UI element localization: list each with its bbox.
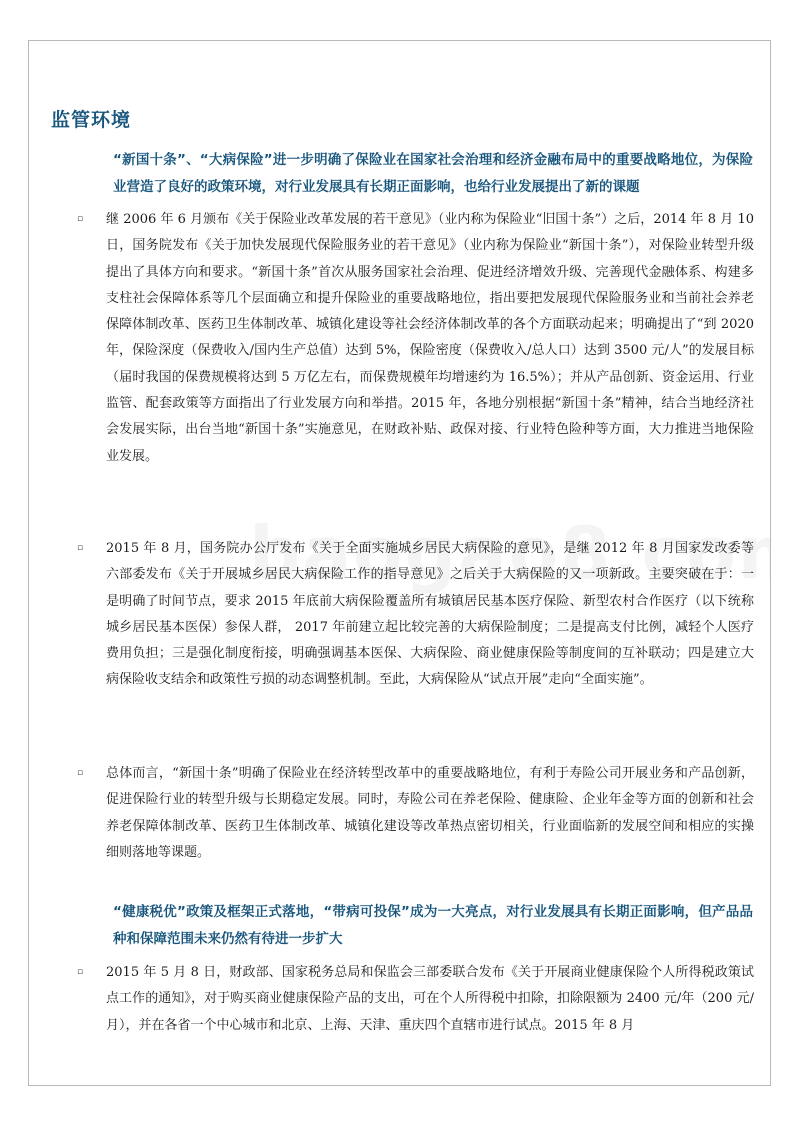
bullet-icon: ▫ [77, 543, 84, 553]
page-frame [28, 40, 771, 1086]
lead-paragraph-2: “健康税优”政策及框架正式落地，“带病可投保”成为一大亮点，对行业发展具有长期正面影响，但产品品种和保障范围未来仍然有待进一步扩大 [113, 904, 753, 947]
bullet-icon: ▫ [77, 768, 84, 778]
paragraph-critical-illness-insurance: 2015 年 8 月，国务院办公厅发布《关于全面实施城乡居民大病保险的意见》，是继 2012 年 8 月国家发改委等六部委发布《关于开展城乡居民大病保险工作的指导意见》之后关于大病保险的又一项新政。主要突破在于：一是明确了时间节点，要求 2015 年底前大病保险覆盖所有城镇居民基本医疗保险、新型农村合作医疗（以下统称城乡居民基本医保）参保人群， 2017 年前建立起比较完善的大病保险制度；二是提高支付比例，减轻个人医疗费用负担；三是强化制度衔接，明确强调基本医保、大病保险、商业健康保险等制度间的互补联动；四是建立大病保险收支结余和政策性亏损的动态调整机制。至此，大病保险从“试点开展”走向“全面实施”。 [106, 541, 754, 688]
bullet-icon: ▫ [77, 214, 84, 224]
paragraph-health-tax-incentive: 2015 年 5 月 8 日，财政部、国家税务总局和保监会三部委联合发布《关于开展商业健康保险个人所得税政策试点工作的通知》，对于购买商业健康保险产品的支出，可在个人所得税中扣除，扣除限额为 2400 元/年（200 元/月），并在各省一个中心城市和北京、上海、天津、重庆四个直辖市进行试点。2015 年 8 月 [106, 965, 754, 1033]
page-content [29, 41, 770, 1085]
paragraph-overall-summary: 总体而言，“新国十条”明确了保险业在经济转型改革中的重要战略地位，有利于寿险公司开展业务和产品创新，促进保险行业的转型升级与长期稳定发展。同时，寿险公司在养老保险、健康险、企业年金等方面的创新和社会养老保障体制改革、医药卫生体制改革、城镇化建设等改革热点密切相关，行业面临新的发展空间和相应的实操细则落地等课题。 [106, 766, 754, 860]
paragraph-new-ten-articles: 继 2006 年 6 月颁布《关于保险业改革发展的若干意见》（业内称为保险业“旧国十条”）之后，2014 年 8 月 10 日，国务院发布《关于加快发展现代保险服务业的若干意见》（业内称为保险业“新国十条”），对保险业转型升级提出了具体方向和要求。“新国十条”首次从服务国家社会治理、促进经济增效升级、完善现代金融体系、构建多支柱社会保障体系等几个层面确立和提升保险业的重要战略地位，指出要把发展现代保险服务业和当前社会养老保障体制改革、医药卫生体制改革、城镇化建设等社会经济体制改革的各个方面联动起来；明确提出了“到 2020 年，保险深度（保费收入/国内生产总值）达到 5%，保险密度（保费收入/总人口）达到 3500 元/人”的发展目标（届时我国的保费规模将达到 5 万亿左右，而保费规模年均增速约为 16.5%）；并从产品创新、资金运用、行业监管、配套政策等方面指出了行业发展方向和举措。2015 年，各地分别根据“新国十条”精神，结合当地经济社会发展实际，出台当地“新国十条”实施意见，在财政补贴、政保对接、行业特色险种等方面，大力推进当地保险业发展。 [106, 212, 754, 464]
lead-paragraph-1: “新国十条”、“大病保险”进一步明确了保险业在国家社会治理和经济金融布局中的重要战略地位，为保险业营造了良好的政策环境，对行业发展具有长期正面影响，也给行业发展提出了新的课题 [113, 152, 753, 195]
section-title: 监管环境 [51, 109, 132, 131]
bullet-icon: ▫ [77, 967, 84, 977]
